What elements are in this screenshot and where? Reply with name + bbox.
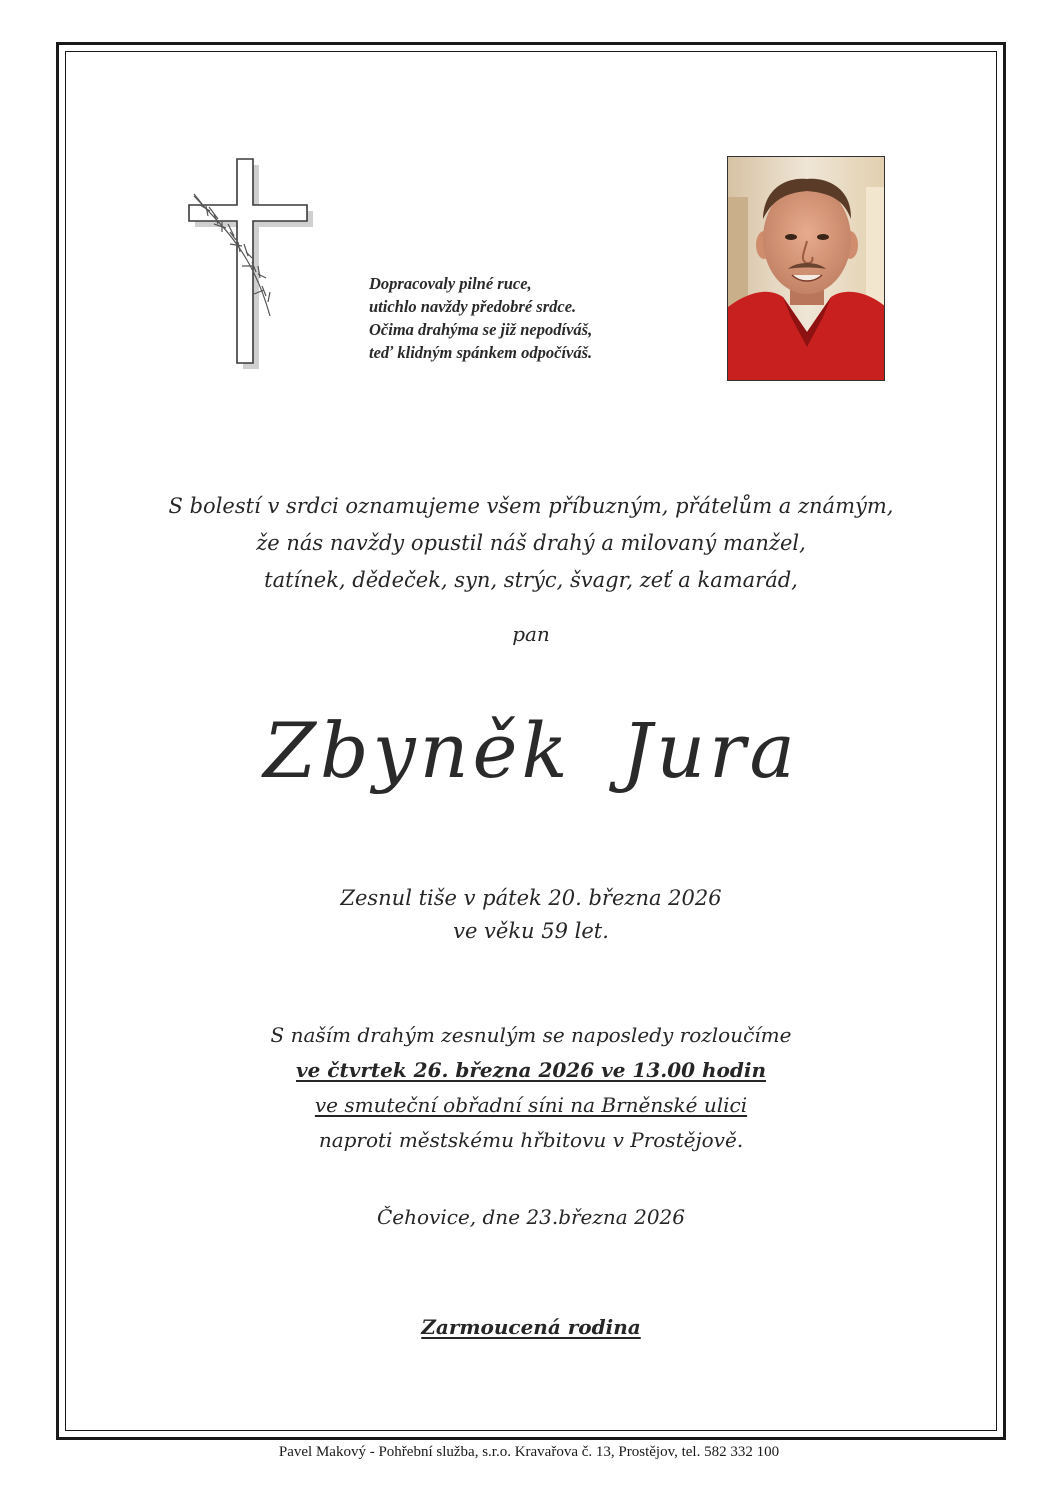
poem <box>369 272 689 364</box>
title-word: pan <box>512 622 550 646</box>
portrait-photo <box>727 156 885 381</box>
cross-icon <box>182 156 317 371</box>
farewell-venue: ve smuteční obřadní síni na Brněnské ulici <box>314 1093 748 1117</box>
announcement-line: že nás navždy opustil náš drahý a milovaný manžel, <box>256 531 806 555</box>
poem-line: teď klidným spánkem odpočíváš. <box>369 343 593 362</box>
farewell-info <box>65 1018 997 1158</box>
death-info <box>65 882 997 948</box>
place-date: Čehovice, dne 23.března 2026 <box>377 1205 685 1229</box>
announcement-line: tatínek, dědeček, syn, strýc, švagr, zeť a kamarád, <box>264 568 798 592</box>
signature: Zarmoucená rodina <box>421 1315 641 1339</box>
farewell-location: naproti městskému hřbitovu v Prostějově. <box>318 1128 744 1152</box>
poem-line: Dopracovaly pilné ruce, <box>369 274 532 293</box>
announcement <box>65 488 997 599</box>
poem-line: Očima drahýma se již nepodíváš, <box>369 320 593 339</box>
farewell-intro: S naším drahým zesnulým se naposledy rozloučíme <box>270 1023 792 1047</box>
farewell-datetime: ve čtvrtek 26. března 2026 ve 13.00 hodin <box>295 1058 767 1082</box>
death-date: Zesnul tiše v pátek 20. března 2026 <box>340 886 722 910</box>
poem-line: utichlo navždy předobré srdce. <box>369 297 577 316</box>
footer-funeral-service: Pavel Makový - Pohřební služba, s.r.o. Kravařova č. 13, Prostějov, tel. 582 332 100 <box>278 1444 780 1460</box>
announcement-line: S bolestí v srdci oznamujeme všem příbuzným, přátelům a známým, <box>168 494 894 518</box>
death-age: ve věku 59 let. <box>453 919 609 943</box>
deceased-name: Zbyněk Jura <box>263 706 799 795</box>
